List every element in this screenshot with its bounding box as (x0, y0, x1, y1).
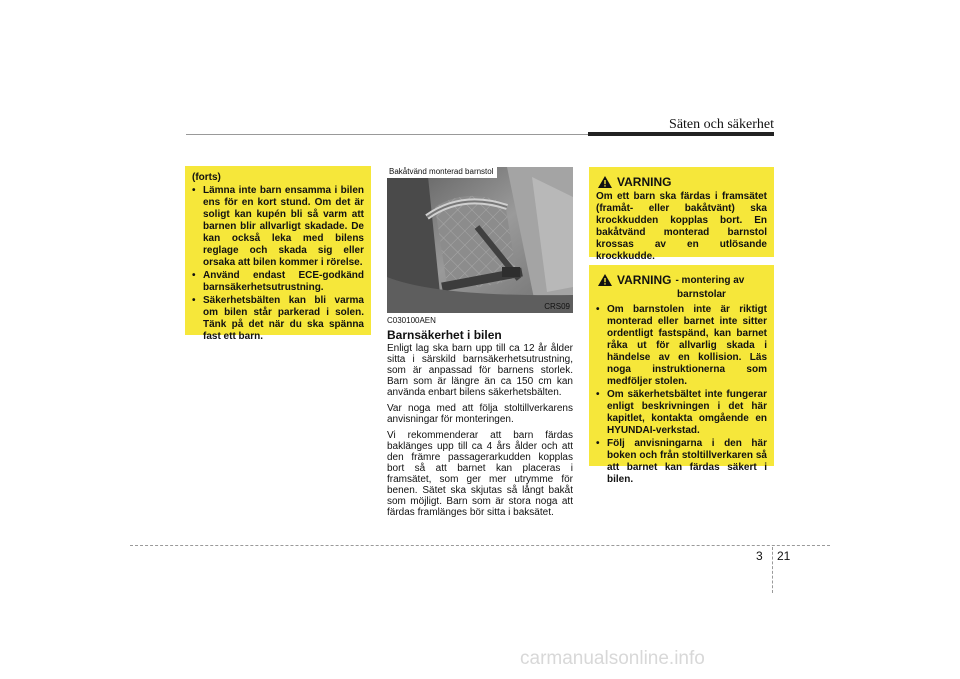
child-seat-photo (387, 167, 573, 313)
list-item: • Säkerhetsbälten kan bli varma om bilen står parkerad i solen. Tänk på det när du ska spänna fast ett barn. (192, 295, 364, 343)
page-header-title: Säten och säkerhet (669, 117, 774, 132)
warning-subtitle-cont: barnstolar (677, 289, 726, 300)
warning-body: Om ett barn ska färdas i framsätet (framåt- eller bakåtvänt) ska krockkudden kopplas bort. En bakåtvänd monterad barnstol krossas av en utlösande krockkudde. (596, 191, 767, 262)
figure-code: CRS09 (544, 302, 570, 311)
figure-caption: Bakåtvänd monterad barnstol (387, 167, 497, 178)
warning-list (596, 304, 767, 486)
continued-label: (forts) (192, 172, 221, 183)
warning-title: VARNING (617, 175, 672, 189)
child-safety-section (387, 316, 573, 523)
list-item: • Om barnstolen inte är riktigt monterad eller barnet inte sitter ordentligt fastspänd, kan barnet råka ut för allvarlig skada i händelse av en kollision. Läs noga instruktionerna som medföljer stolen. (596, 304, 767, 388)
footer-rule (130, 545, 830, 546)
chapter-number: 3 (756, 549, 763, 563)
airbag-warning-box (589, 167, 774, 262)
warning-subtitle: - montering av (675, 274, 745, 286)
warning-triangle-icon (598, 176, 612, 188)
list-item: • Lämna inte barn ensamma i bilen ens för en kort stund. Om det är soligt kan kupén bli så varm att barnen blir allvarligt skadade. De kan också leka med bilens reglage och skada sig eller orsaka att bilen kommer i rörelse. (192, 185, 364, 269)
page-number: 21 (777, 549, 791, 563)
child-seat-illustration (387, 167, 573, 313)
section-code: C030100AEN (387, 316, 436, 325)
paragraph: Enligt lag ska barn upp till ca 12 år ålder sitta i särskild barnsäkerhetsutrustning, som är anpassad för barnens storlek. Barn som är längre än ca 150 cm kan använda enbart bilens säkerhetsbälten. (387, 343, 573, 398)
section-heading: Barnsäkerhet i bilen (387, 328, 502, 342)
watermark: carmanualsonline.info (520, 648, 705, 669)
warning-title-row (598, 273, 767, 287)
page-number-divider (772, 547, 773, 593)
list-item: • Om säkerhetsbältet inte fungerar enligt beskrivningen i det här kapitlet, kontakta omgående en HYUNDAI-verkstad. (596, 389, 767, 437)
warning-title: VARNING (617, 273, 672, 287)
paragraph: Var noga med att följa stoltillverkarens anvisningar för monteringen. (387, 403, 573, 425)
header-rule-accent (588, 132, 774, 136)
warning-title-row (598, 175, 767, 189)
list-item: • Följ anvisningarna i den här boken och från stoltillverkaren så att barnet kan färdas säkert i bilen. (596, 438, 767, 486)
child-seat-warning-box (589, 265, 774, 485)
continued-warning-box (185, 166, 371, 342)
paragraph: Vi rekommenderar att barn färdas baklänges upp till ca 4 års ålder och att den främre passagerarkudden kopplas bort så att barnet kan placeras i framsätet, som ger mer utrymme för benen. Sätet ska skjutas så långt bakåt som möjligt. Barn som är stora noga att färdas framlänges bör sitta i baksätet. (387, 430, 573, 518)
warning-triangle-icon (598, 274, 612, 286)
continued-warning-list (192, 185, 364, 343)
list-item: • Använd endast ECE-godkänd barnsäkerhetsutrustning. (192, 270, 364, 294)
